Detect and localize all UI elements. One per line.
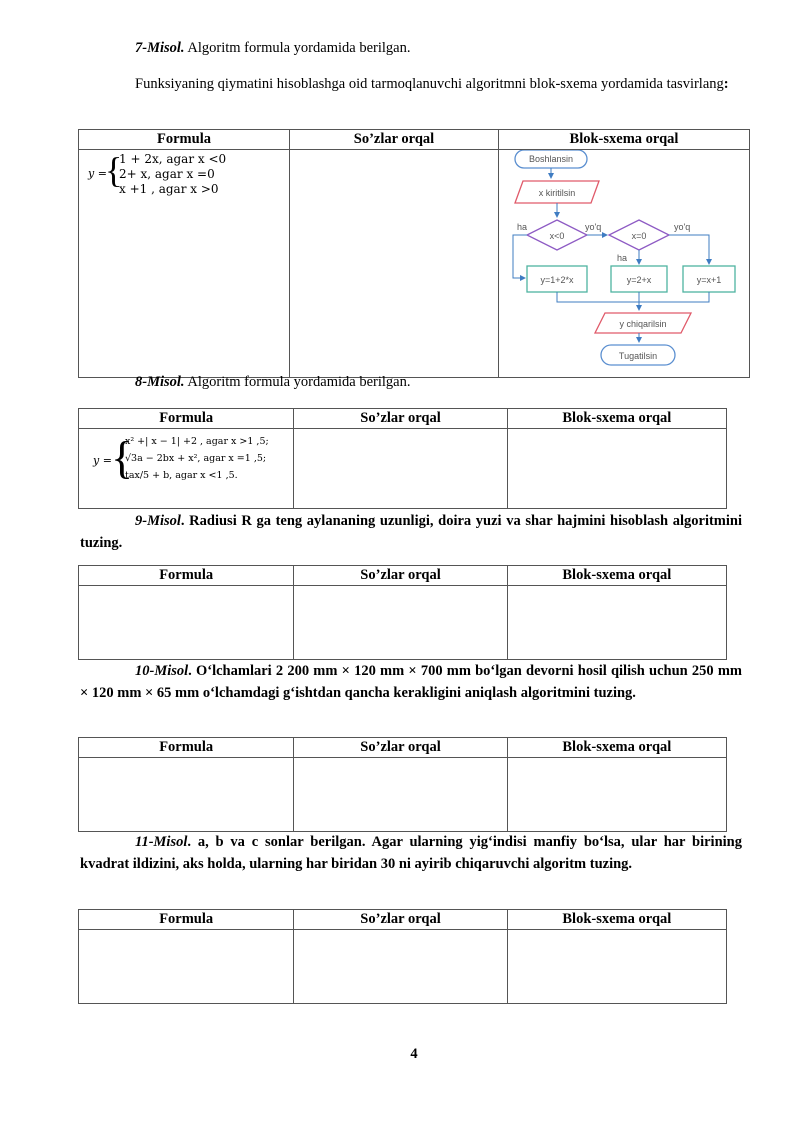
page-number: 4 (410, 1046, 418, 1062)
ex7-formula-lhs: y = (88, 167, 107, 180)
ex8-label: 8-Misol. (135, 374, 185, 390)
ex9-header-flowchart: Blok-sxema orqal (507, 566, 726, 586)
ex9-header-formula: Formula (79, 566, 294, 586)
ex8-header-words: So’zlar orqal (294, 409, 507, 429)
ex11-text: . a, b va c sonlar berilgan. Agar ularning yig‘indisi manfiy bo‘lsa, ular har birining kvadrat ildizini, aks holda, ularning har biridan 30 ni ayirib chiqaruvchi algoritm tuzing. (80, 834, 742, 872)
ex10-words-cell (294, 758, 507, 832)
ex11-table (78, 909, 727, 1004)
flow-no1-label: yo'q (584, 222, 602, 232)
ex11-header-words: So’zlar orqal (294, 910, 507, 930)
ex7-task (80, 73, 742, 95)
ex8-formula-line-1: x² +| x − 1| +2 , agar x >1 ,5; (125, 436, 269, 447)
flow-box1-label: y=1+2*x (540, 275, 574, 285)
ex11-paragraph (80, 831, 742, 875)
ex11-label: 11-Misol (135, 834, 188, 850)
ex10-header-formula: Formula (79, 738, 294, 758)
flow-yes2-label: ha (616, 253, 627, 263)
flow-yes1-label: ha (516, 222, 527, 232)
ex11-header-flowchart: Blok-sxema orqal (507, 910, 726, 930)
ex7-formula-line-2: 2+ x, agar x =0 (119, 167, 215, 181)
ex9-formula-cell (79, 586, 294, 660)
ex7-header-formula: Formula (79, 130, 290, 150)
flow-merge-left (557, 292, 639, 302)
ex8-heading (80, 371, 742, 393)
ex10-table (78, 737, 727, 832)
ex7-flowchart-cell (498, 150, 749, 378)
flow-input-label: x kiritilsin (538, 188, 576, 198)
ex11-flowchart-cell (507, 930, 726, 1004)
ex10-header-flowchart: Blok-sxema orqal (507, 738, 726, 758)
ex8-formula-cell (79, 429, 294, 509)
ex7-title: Algoritm formula yordamida berilgan. (184, 40, 411, 56)
ex9-paragraph (80, 510, 742, 554)
ex9-words-cell (294, 586, 507, 660)
ex11-header-formula: Formula (79, 910, 294, 930)
ex9-text: . Radiusi R ga teng aylananing uzunligi, doira yuzi va shar hajmini hisoblash algoritmini tuzing. (80, 513, 742, 551)
ex7-task-text: Funksiyaning qiymatini hisoblashga oid tarmoqlanuvchi algoritmni blok-sxema yordamida tasvirlang (135, 76, 724, 92)
flow-cond2-label: x=0 (631, 231, 647, 241)
ex10-formula-cell (79, 758, 294, 832)
ex9-header-words: So’zlar orqal (294, 566, 507, 586)
ex8-formula-lines (125, 433, 269, 484)
ex7-formula-lines (119, 152, 226, 197)
ex9-label: 9-Misol (135, 513, 181, 529)
ex8-formula-line-2: √3a − 2bx + x², agar x =1 ,5; (125, 453, 267, 464)
ex9-flowchart-cell (507, 586, 726, 660)
ex7-header-words: So’zlar orqal (290, 130, 499, 150)
flow-start-label: Boshlansin (528, 154, 573, 164)
flow-output-label: y chiqarilsin (619, 319, 667, 329)
ex10-label: 10-Misol (135, 663, 189, 679)
ex8-formula-lhs: y = (93, 454, 112, 467)
ex7-flowchart (499, 150, 749, 372)
ex11-words-cell (294, 930, 507, 1004)
flow-no2-label: yo'q (673, 222, 691, 232)
ex7-formula-line-3: x +1 , agar x >0 (119, 182, 219, 196)
ex7-formula-cell (79, 150, 290, 378)
ex10-flowchart-cell (507, 758, 726, 832)
ex7-formula (79, 150, 289, 210)
ex7-table (78, 129, 750, 378)
ex8-formula (79, 429, 293, 508)
flow-box3-label: y=x+1 (696, 275, 722, 285)
ex10-text: . O‘lchamlari 2 200 mm × 120 mm × 700 mm bo‘lgan devorni hosil qilish uchun 250 mm × 120 mm × 65 mm o‘lchamdagi g‘ishtdan qancha kerakligini aniqlash algoritmini tuzing. (80, 663, 742, 701)
ex9-table (78, 565, 727, 660)
ex7-header-flowchart: Blok-sxema orqal (498, 130, 749, 150)
ex8-header-flowchart: Blok-sxema orqal (507, 409, 726, 429)
ex8-words-cell (294, 429, 507, 509)
ex8-table (78, 408, 727, 509)
ex7-words-cell (290, 150, 499, 378)
ex8-title: Algoritm formula yordamida berilgan. (184, 374, 411, 390)
ex10-header-words: So’zlar orqal (294, 738, 507, 758)
ex7-formula-brace: { (105, 150, 123, 190)
ex11-formula-cell (79, 930, 294, 1004)
ex7-formula-line-1: 1 + 2x, agar x <0 (119, 152, 227, 166)
ex7-task-colon: : (723, 76, 729, 92)
ex8-flowchart-cell (507, 429, 726, 509)
ex8-formula-brace: { (111, 432, 134, 483)
ex10-paragraph (80, 660, 742, 704)
ex7-label: 7-Misol. (135, 40, 185, 56)
flow-end-label: Tugatilsin (618, 351, 658, 361)
flow-arrow-cond2-no (669, 235, 709, 264)
flow-cond1-label: x<0 (549, 231, 565, 241)
ex8-formula-line-3: tax/5 + b, agar x <1 ,5. (125, 470, 238, 481)
flow-arrow-cond1-yes (513, 235, 527, 278)
flow-merge-right (639, 292, 709, 302)
ex7-heading (80, 37, 742, 59)
flow-box2-label: y=2+x (626, 275, 652, 285)
ex8-header-formula: Formula (79, 409, 294, 429)
